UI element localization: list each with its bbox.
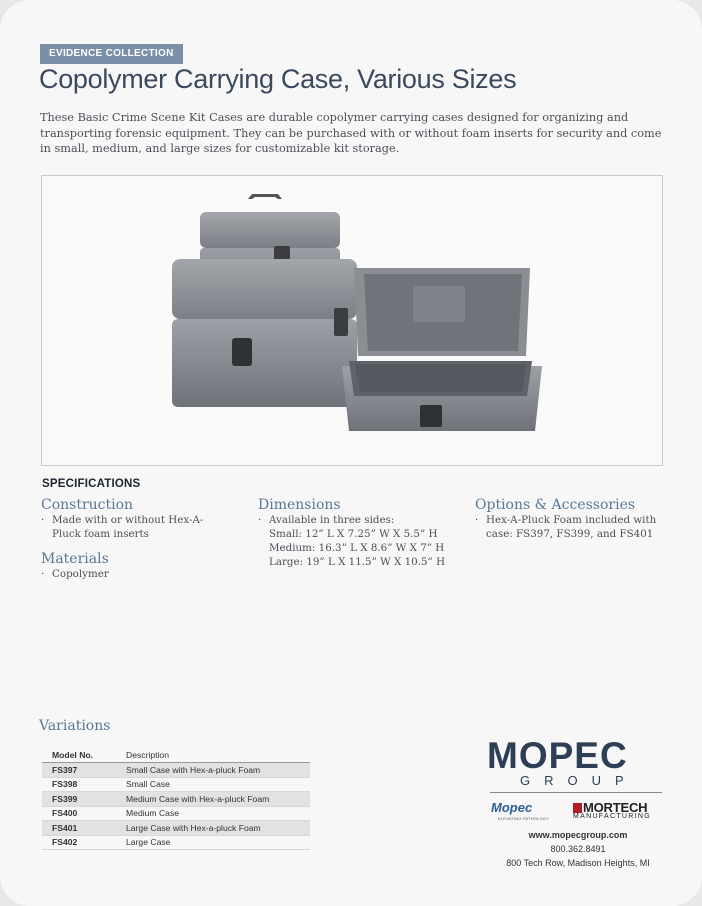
- page-title: Copolymer Carrying Case, Various Sizes: [39, 64, 517, 94]
- phone-number: 800.362.8491: [550, 844, 606, 854]
- dimensions-line: Medium: 16.3” L X 8.6” W X 7” H: [269, 542, 445, 554]
- table-row: [42, 821, 310, 836]
- options-line: case: FS397, FS399, and FS401: [486, 528, 654, 540]
- materials-line: · Copolymer: [52, 568, 109, 580]
- category-tag: EVIDENCE COLLECTION: [40, 44, 183, 64]
- logo-divider: [490, 792, 662, 793]
- mopec-logo: MOPEC: [487, 735, 628, 776]
- construction-title: Construction: [41, 497, 134, 513]
- table-row: [42, 806, 310, 821]
- construction-line: · Made with or without Hex-A-: [52, 514, 204, 526]
- dimensions-line: · Available in three sides:: [269, 514, 395, 526]
- table-row: [42, 777, 310, 792]
- table-row: [42, 835, 310, 850]
- table-row: [42, 792, 310, 807]
- product-photo: [41, 175, 663, 466]
- options-title: Options & Accessories: [475, 497, 636, 513]
- table-row: [42, 763, 310, 778]
- mopec-sub-logo: Mopec: [491, 800, 533, 815]
- table-header-row: [42, 747, 310, 763]
- description-cell: Small Case: [116, 777, 310, 792]
- description-cell: Medium Case: [116, 806, 310, 821]
- dimensions-line: Large: 19” L X 11.5” W X 10.5” H: [269, 556, 446, 568]
- model-cell: FS401: [42, 821, 116, 836]
- website-link[interactable]: www.mopecgroup.com: [528, 830, 628, 840]
- specifications-heading: SPECIFICATIONS: [42, 478, 141, 490]
- variations-table: [42, 747, 310, 850]
- dimensions-bullet: [258, 513, 463, 569]
- model-cell: FS398: [42, 777, 116, 792]
- construction-bullet: [41, 513, 241, 541]
- mortech-mark-icon: [573, 803, 582, 813]
- description-cell: Small Case with Hex-a-pluck Foam: [116, 763, 310, 778]
- model-cell: FS402: [42, 835, 116, 850]
- variations-heading: Variations: [39, 718, 111, 734]
- column-header-model: Model No.: [42, 747, 116, 763]
- carrying-cases-image: [42, 176, 662, 465]
- options-bullet: [475, 513, 680, 541]
- dimensions-title: Dimensions: [258, 497, 341, 513]
- address: 800 Tech Row, Madison Heights, MI: [506, 858, 650, 868]
- description-cell: Large Case: [116, 835, 310, 850]
- mortech-tagline: MANUFACTURING: [573, 813, 651, 820]
- description-cell: Medium Case with Hex-a-pluck Foam: [116, 792, 310, 807]
- dimensions-section: [258, 497, 463, 569]
- construction-section: [41, 497, 241, 581]
- model-cell: FS399: [42, 792, 116, 807]
- materials-title: Materials: [41, 551, 109, 567]
- mortech-wordmark: MORTECH: [583, 800, 648, 815]
- column-header-description: Description: [116, 747, 310, 763]
- description-cell: Large Case with Hex-a-pluck Foam: [116, 821, 310, 836]
- dimensions-line: Small: 12” L X 7.25” W X 5.5” H: [269, 528, 438, 540]
- intro-paragraph: These Basic Crime Scene Kit Cases are durable copolymer carrying cases designed for organizing and transporting forensic equipment. They can be purchased with or without foam inserts for security and come in small, medium, and large sizes for customizable kit storage.: [40, 111, 662, 155]
- options-section: [475, 497, 680, 541]
- model-cell: FS397: [42, 763, 116, 778]
- model-cell: FS400: [42, 806, 116, 821]
- construction-line: Pluck foam inserts: [52, 528, 149, 540]
- mopec-tagline: ELEVATING PATHOLOGY: [498, 816, 550, 821]
- group-wordmark: GROUP: [520, 773, 638, 788]
- materials-bullet: [41, 567, 241, 581]
- options-line: · Hex-A-Pluck Foam included with: [486, 514, 657, 526]
